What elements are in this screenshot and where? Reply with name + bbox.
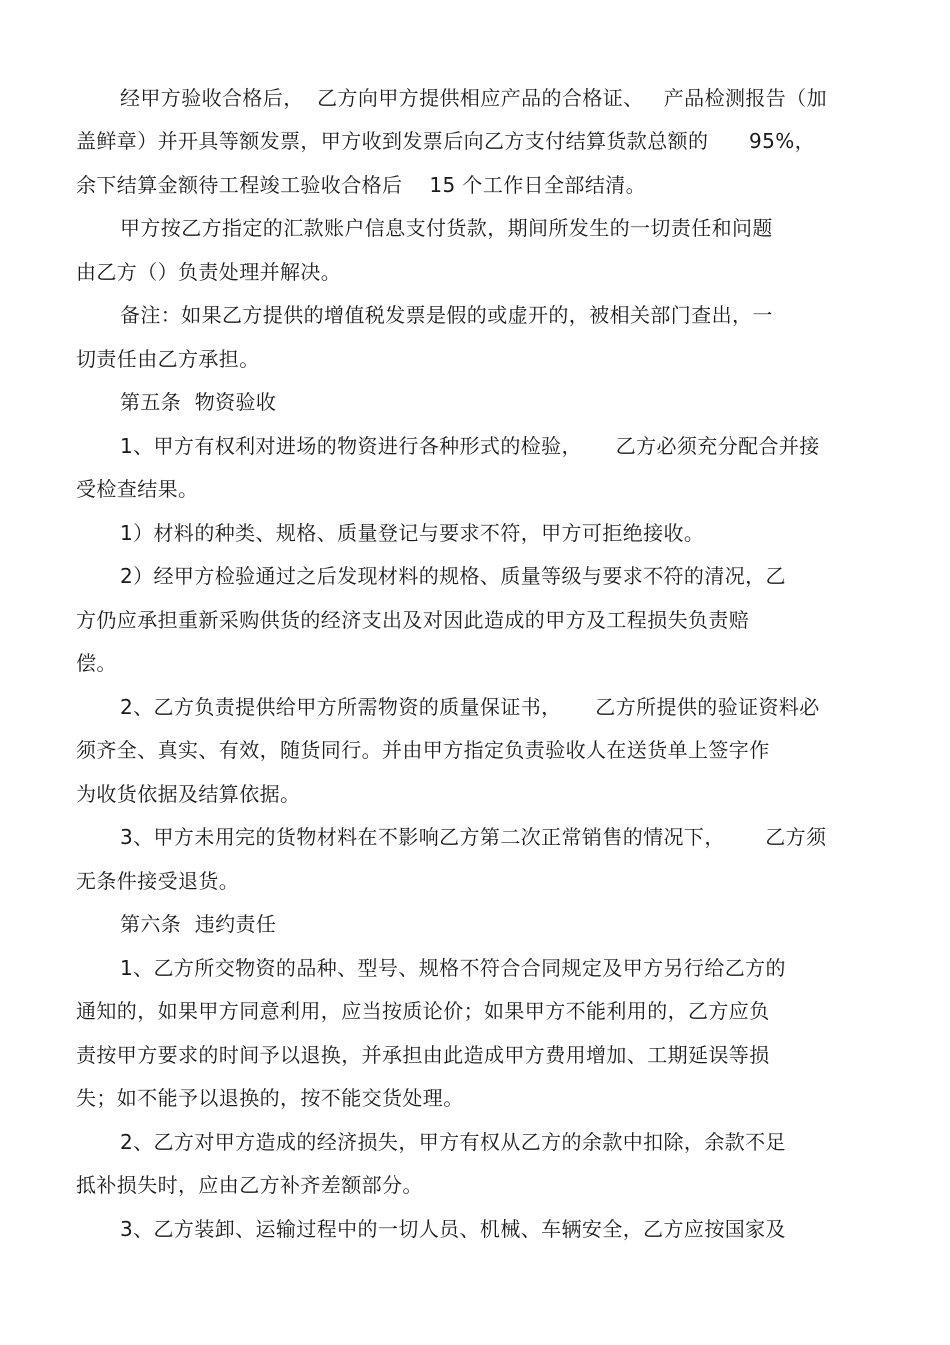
text-line: 2、乙方对甲方造成的经济损失，甲方有权从乙方的余款中扣除，余款不足 [120,1130,786,1154]
text-line: 偿。 [76,651,117,675]
text-line: 甲方按乙方指定的汇款账户信息支付货款，期间所发生的一切责任和问题 [120,216,773,240]
text-line: 3、乙方装卸、运输过程中的一切人员、机械、车辆安全，乙方应按国家及 [120,1217,786,1241]
text-line: 须齐全、真实、有效，随货同行。并由甲方指定负责验收人在送货单上签字作 [76,738,770,762]
section-heading: 第六条 违约责任 [120,912,277,936]
text-line: 受检查结果。 [76,477,199,501]
text-line: 为收货依据及结算依据。 [76,782,301,806]
text-line: 无条件接受退货。 [76,869,240,893]
section-heading: 第五条 物资验收 [120,390,277,414]
text-line: 通知的，如果甲方同意利用，应当按质论价；如果甲方不能利用的，乙方应负 [76,999,770,1023]
text-line: 盖鲜章）并开具等额发票，甲方收到发票后向乙方支付结算货款总额的 95%， [76,129,815,153]
text-line: 2）经甲方检验通过之后发现材料的规格、质量等级与要求不符的清况，乙 [120,564,786,588]
text-line: 经甲方验收合格后， 乙方向甲方提供相应产品的合格证、 产品检测报告（加 [120,86,827,110]
text-line: 方仍应承担重新采购供货的经济支出及对因此造成的甲方及工程损失负责赔 [76,608,750,632]
text-line: 切责任由乙方承担。 [76,347,260,371]
text-line: 1、甲方有权利对进场的物资进行各种形式的检验， 乙方必须充分配合并接 [120,434,820,458]
text-line: 失；如不能予以退换的，按不能交货处理。 [76,1086,464,1110]
text-line: 备注：如果乙方提供的增值税发票是假的或虚开的，被相关部门查出，一 [120,303,773,327]
text-line: 1）材料的种类、规格、质量登记与要求不符，甲方可拒绝接收。 [120,521,705,545]
text-line: 责按甲方要求的时间予以退换，并承担由此造成甲方费用增加、工期延误等损 [76,1043,770,1067]
text-line: 1、乙方所交物资的品种、型号、规格不符合合同规定及甲方另行给乙方的 [120,956,786,980]
text-line: 2、乙方负责提供给甲方所需物资的质量保证书， 乙方所提供的验证资料必 [120,695,820,719]
text-line: 3、甲方未用完的货物材料在不影响乙方第二次正常销售的情况下， 乙方须 [120,825,827,849]
text-line: 抵补损失时，应由乙方补齐差额部分。 [76,1173,423,1197]
text-line: 由乙方（）负责处理并解决。 [76,260,342,284]
text-line: 余下结算金额待工程竣工验收合格后 15 个工作日全部结清。 [76,173,647,197]
